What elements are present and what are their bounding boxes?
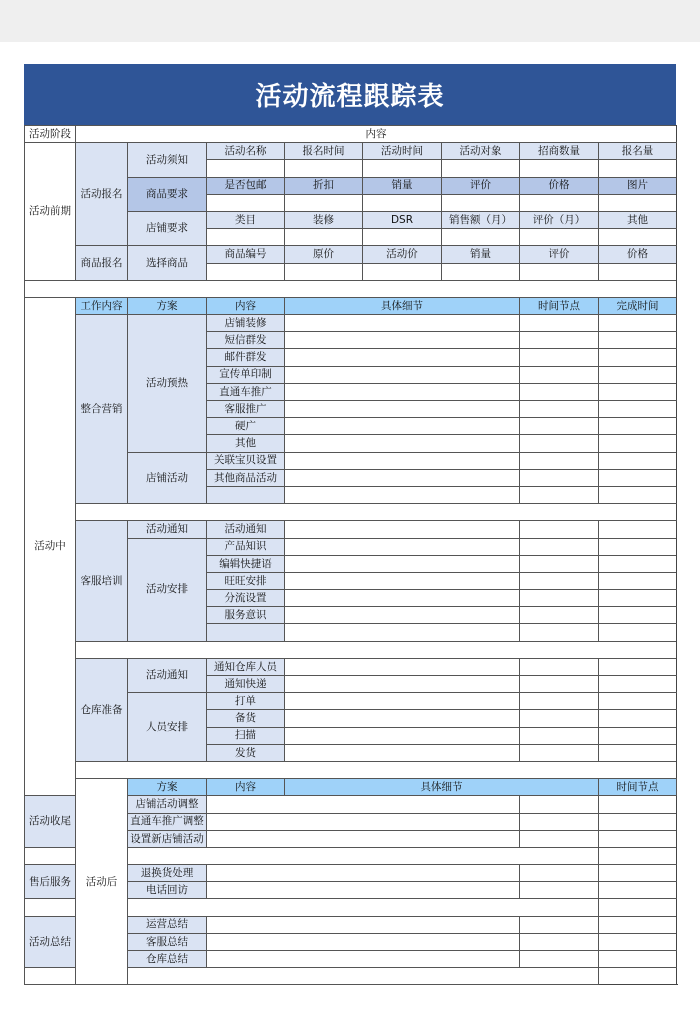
table-row [25, 641, 677, 658]
time-node-input[interactable] [520, 693, 599, 710]
field-label: DSR [363, 211, 442, 228]
finish-time-input[interactable] [599, 469, 677, 486]
content-cell: 仓库总结 [128, 951, 207, 968]
finish-time-input[interactable] [599, 624, 677, 641]
time-node-input[interactable] [520, 744, 599, 761]
blank-row-cell[interactable] [76, 641, 677, 658]
content-cell: 邮件群发 [207, 349, 285, 366]
detail-input[interactable] [285, 452, 520, 469]
plan-cell: 店铺活动 [128, 452, 207, 504]
time-node-input[interactable] [520, 830, 599, 847]
field-input[interactable] [363, 229, 442, 246]
detail-input[interactable] [285, 693, 520, 710]
field-input[interactable] [599, 160, 677, 177]
time-node-input[interactable] [520, 555, 599, 572]
content-cell: 直通车推广 [207, 383, 285, 400]
finish-time-input[interactable] [599, 727, 677, 744]
field-label: 招商数量 [520, 143, 599, 160]
content-cell: 通知仓库人员 [207, 658, 285, 675]
finish-time-input[interactable] [599, 486, 677, 503]
finish-time-input[interactable] [599, 744, 677, 761]
field-input[interactable] [363, 160, 442, 177]
finish-time-input[interactable] [599, 813, 677, 830]
detail-input[interactable] [285, 710, 520, 727]
field-input[interactable] [442, 263, 520, 280]
blank-row-cell[interactable] [25, 847, 599, 864]
blank-row-cell[interactable] [25, 899, 599, 916]
content-header: 内容 [76, 126, 677, 143]
sub-cell: 商品要求 [128, 177, 207, 211]
table-row [25, 899, 677, 916]
field-input[interactable] [442, 194, 520, 211]
time-node-input[interactable] [520, 349, 599, 366]
sub-cell: 活动须知 [128, 143, 207, 177]
plan-cell: 活动通知 [128, 658, 207, 692]
field-input[interactable] [207, 229, 285, 246]
table-row [25, 297, 677, 314]
field-label: 价格 [599, 246, 677, 263]
time-node-input[interactable] [520, 916, 599, 933]
field-input[interactable] [207, 194, 285, 211]
content-cell: 客服总结 [128, 933, 207, 950]
field-input[interactable] [520, 263, 599, 280]
stage-during: 活动中 [25, 297, 76, 795]
group-cell: 商品报名 [76, 246, 128, 280]
finish-time-input[interactable] [599, 401, 677, 418]
table-row [25, 658, 677, 675]
field-input[interactable] [599, 194, 677, 211]
finish-time-input[interactable] [599, 916, 677, 933]
finish-time-input[interactable] [599, 590, 677, 607]
tracking-table [24, 125, 677, 985]
content-cell: 直通车推广调整 [128, 813, 207, 830]
finish-time-input[interactable] [599, 710, 677, 727]
content-cell: 分流设置 [207, 590, 285, 607]
field-label: 活动时间 [363, 143, 442, 160]
time-node-input[interactable] [520, 469, 599, 486]
column-header: 具体细节 [285, 297, 520, 314]
sub-cell: 选择商品 [128, 246, 207, 280]
detail-input[interactable] [285, 590, 520, 607]
blank-row-cell[interactable] [76, 761, 677, 778]
time-node-input[interactable] [520, 607, 599, 624]
detail-input[interactable] [285, 349, 520, 366]
content-cell: 电话回访 [128, 882, 207, 899]
detail-input[interactable] [207, 916, 520, 933]
plan-cell: 活动预热 [128, 315, 207, 453]
content-cell: 旺旺安排 [207, 572, 285, 589]
content-cell: 硬广 [207, 418, 285, 435]
time-node-input[interactable] [520, 676, 599, 693]
detail-input[interactable] [285, 401, 520, 418]
time-node-input[interactable] [520, 727, 599, 744]
blank-row-cell[interactable] [76, 504, 677, 521]
field-input[interactable] [285, 160, 363, 177]
finish-time-input[interactable] [599, 418, 677, 435]
field-label: 活动价 [363, 246, 442, 263]
column-header: 具体细节 [285, 779, 599, 796]
column-header: 时间节点 [599, 779, 677, 796]
content-cell: 宣传单印制 [207, 366, 285, 383]
table-row [25, 761, 677, 778]
detail-input[interactable] [285, 383, 520, 400]
finish-time-input[interactable] [599, 383, 677, 400]
detail-input[interactable] [207, 865, 520, 882]
field-input[interactable] [599, 229, 677, 246]
field-input[interactable] [520, 160, 599, 177]
field-label: 装修 [285, 211, 363, 228]
content-cell: 店铺装修 [207, 315, 285, 332]
content-cell: 通知快递 [207, 676, 285, 693]
field-input[interactable] [285, 194, 363, 211]
table-row [25, 779, 677, 796]
column-header: 内容 [207, 297, 285, 314]
sub-cell: 店铺要求 [128, 211, 207, 245]
finish-time-input[interactable] [599, 693, 677, 710]
top-bar [0, 0, 700, 42]
detail-input[interactable] [285, 676, 520, 693]
field-label: 商品编号 [207, 246, 285, 263]
field-label: 原价 [285, 246, 363, 263]
time-node-input[interactable] [520, 796, 599, 813]
time-node-input[interactable] [520, 538, 599, 555]
finish-time-input[interactable] [599, 882, 677, 899]
finish-time-input[interactable] [599, 521, 677, 538]
field-input[interactable] [363, 263, 442, 280]
time-node-input[interactable] [520, 572, 599, 589]
content-cell: 发货 [207, 744, 285, 761]
finish-time-input[interactable] [599, 435, 677, 452]
content-cell: 备货 [207, 710, 285, 727]
plan-cell: 活动通知 [128, 521, 207, 538]
time-node-input[interactable] [520, 332, 599, 349]
finish-time-input[interactable] [599, 315, 677, 332]
content-cell: 活动通知 [207, 521, 285, 538]
detail-input[interactable] [207, 813, 520, 830]
detail-input[interactable] [207, 933, 520, 950]
time-node-input[interactable] [520, 383, 599, 400]
table-row [25, 521, 677, 538]
finish-time-input[interactable] [599, 830, 677, 847]
finish-time-input[interactable] [599, 572, 677, 589]
content-cell [207, 624, 285, 641]
content-cell: 关联宝贝设置 [207, 452, 285, 469]
time-node-input[interactable] [520, 624, 599, 641]
field-label: 销量 [363, 177, 442, 194]
field-label: 折扣 [285, 177, 363, 194]
table-row [25, 126, 677, 143]
detail-input[interactable] [285, 538, 520, 555]
field-label: 活动对象 [442, 143, 520, 160]
field-label: 是否包邮 [207, 177, 285, 194]
column-header: 工作内容 [76, 297, 128, 314]
time-node-input[interactable] [520, 882, 599, 899]
detail-input[interactable] [285, 435, 520, 452]
content-cell: 退换货处理 [128, 865, 207, 882]
finish-time-input[interactable] [599, 452, 677, 469]
detail-input[interactable] [285, 555, 520, 572]
stage-pre: 活动前期 [25, 143, 76, 281]
blank-row-cell[interactable] [25, 968, 599, 985]
work-content-cell: 客服培训 [76, 521, 128, 641]
detail-input[interactable] [285, 366, 520, 383]
time-node-input[interactable] [520, 315, 599, 332]
time-node-input[interactable] [520, 435, 599, 452]
field-label: 价格 [520, 177, 599, 194]
content-cell: 运营总结 [128, 916, 207, 933]
group-cell: 活动报名 [76, 143, 128, 246]
field-input[interactable] [599, 263, 677, 280]
content-cell: 其他 [207, 435, 285, 452]
content-cell: 店铺活动调整 [128, 796, 207, 813]
plan-cell: 活动收尾 [25, 796, 76, 848]
field-label: 其他 [599, 211, 677, 228]
blank-row-cell[interactable] [25, 280, 677, 297]
detail-input[interactable] [285, 332, 520, 349]
content-cell: 编辑快捷语 [207, 555, 285, 572]
detail-input[interactable] [285, 744, 520, 761]
content-cell: 服务意识 [207, 607, 285, 624]
field-label: 销量 [442, 246, 520, 263]
content-cell: 客服推广 [207, 401, 285, 418]
field-label: 活动名称 [207, 143, 285, 160]
detail-input[interactable] [207, 882, 520, 899]
detail-input[interactable] [285, 572, 520, 589]
table-row [25, 280, 677, 297]
detail-input[interactable] [285, 727, 520, 744]
content-cell: 设置新店铺活动 [128, 830, 207, 847]
detail-input[interactable] [285, 521, 520, 538]
time-node-input[interactable] [520, 401, 599, 418]
plan-cell: 人员安排 [128, 693, 207, 762]
column-header: 内容 [207, 779, 285, 796]
field-input[interactable] [442, 160, 520, 177]
time-node-input[interactable] [520, 951, 599, 968]
finish-time-input[interactable] [599, 951, 677, 968]
field-label: 评价 [442, 177, 520, 194]
field-label: 评价（月） [520, 211, 599, 228]
table-row [25, 143, 677, 160]
field-input[interactable] [207, 263, 285, 280]
field-input[interactable] [520, 229, 599, 246]
column-header: 方案 [128, 297, 207, 314]
time-node-input[interactable] [520, 418, 599, 435]
finish-time-input[interactable] [599, 796, 677, 813]
column-header: 时间节点 [520, 297, 599, 314]
content-cell: 短信群发 [207, 332, 285, 349]
field-input[interactable] [363, 194, 442, 211]
field-label: 报名量 [599, 143, 677, 160]
time-node-input[interactable] [520, 813, 599, 830]
time-node-input[interactable] [520, 658, 599, 675]
plan-cell: 售后服务 [25, 865, 76, 899]
time-node-input[interactable] [520, 452, 599, 469]
detail-input[interactable] [207, 796, 520, 813]
content-cell [207, 486, 285, 503]
content-cell: 产品知识 [207, 538, 285, 555]
field-label: 销售额（月） [442, 211, 520, 228]
stage-header: 活动阶段 [25, 126, 76, 143]
detail-input[interactable] [285, 315, 520, 332]
sheet-title: 活动流程跟踪表 [24, 64, 676, 125]
work-content-cell: 仓库准备 [76, 658, 128, 761]
field-label: 图片 [599, 177, 677, 194]
detail-input[interactable] [285, 624, 520, 641]
time-node-input[interactable] [520, 933, 599, 950]
field-label: 类目 [207, 211, 285, 228]
field-input[interactable] [285, 229, 363, 246]
field-input[interactable] [207, 160, 285, 177]
content-cell: 扫描 [207, 727, 285, 744]
table-row [25, 968, 677, 985]
detail-input[interactable] [285, 418, 520, 435]
work-content-cell: 整合营销 [76, 315, 128, 504]
table-row [25, 504, 677, 521]
time-node-input[interactable] [520, 865, 599, 882]
plan-cell: 活动安排 [128, 538, 207, 641]
field-input[interactable] [520, 194, 599, 211]
time-node-input[interactable] [520, 486, 599, 503]
content-cell: 打单 [207, 693, 285, 710]
finish-time-input[interactable] [599, 658, 677, 675]
field-input[interactable] [285, 263, 363, 280]
field-label: 评价 [520, 246, 599, 263]
detail-input[interactable] [285, 658, 520, 675]
detail-input[interactable] [207, 830, 520, 847]
finish-time-input[interactable] [599, 366, 677, 383]
time-node-input[interactable] [520, 590, 599, 607]
column-header: 完成时间 [599, 297, 677, 314]
table-row [25, 315, 677, 332]
detail-input[interactable] [285, 469, 520, 486]
table-row [25, 847, 677, 864]
finish-time-input[interactable] [599, 332, 677, 349]
table-row [25, 246, 677, 263]
plan-cell: 活动总结 [25, 916, 76, 968]
finish-time-input[interactable] [599, 933, 677, 950]
finish-time-input[interactable] [599, 538, 677, 555]
detail-input[interactable] [285, 607, 520, 624]
time-node-input[interactable] [520, 710, 599, 727]
finish-time-input[interactable] [599, 555, 677, 572]
stage-post: 活动后 [76, 779, 128, 985]
field-label: 报名时间 [285, 143, 363, 160]
content-cell: 其他商品活动 [207, 469, 285, 486]
finish-time-input[interactable] [599, 607, 677, 624]
column-header: 方案 [128, 779, 207, 796]
time-node-input[interactable] [520, 521, 599, 538]
finish-time-input[interactable] [599, 349, 677, 366]
finish-time-input[interactable] [599, 676, 677, 693]
detail-input[interactable] [207, 951, 520, 968]
time-node-input[interactable] [520, 366, 599, 383]
finish-time-input[interactable] [599, 865, 677, 882]
field-input[interactable] [442, 229, 520, 246]
detail-input[interactable] [285, 486, 520, 503]
